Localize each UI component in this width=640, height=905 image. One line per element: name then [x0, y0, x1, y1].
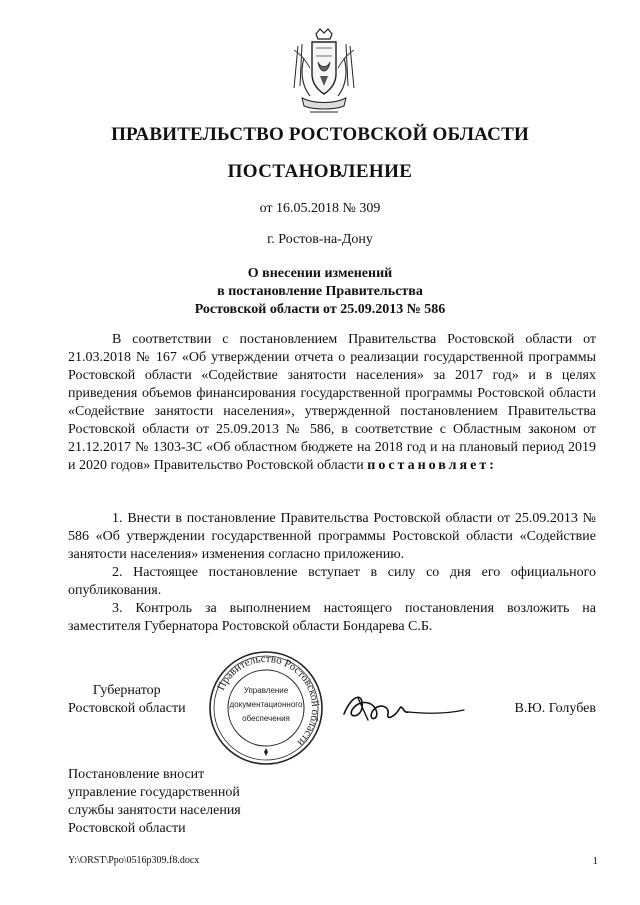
submitter-note-line: Ростовской области — [68, 821, 186, 836]
government-title: ПРАВИТЕЛЬСТВО РОСТОВСКОЙ ОБЛАСТИ — [111, 124, 529, 145]
document-date-number: от 16.05.2018 № 309 — [259, 201, 381, 216]
signatory-position-line: Ростовской области — [68, 701, 186, 716]
submitter-note-line: службы занятости населения — [68, 803, 241, 818]
file-path: Y:\ORST\Ppo\0516p309.f8.docx — [68, 855, 200, 866]
page-number: 1 — [592, 855, 598, 867]
signatory-position-line: Губернатор — [92, 683, 161, 698]
subject-line: в постановление Правительства — [217, 284, 423, 299]
seal-inner-text: Управление — [243, 686, 289, 695]
submitter-note-line: Постановление вносит — [68, 767, 205, 782]
seal-ring-text: Правительство Ростовской области — [215, 652, 322, 749]
preamble-paragraph — [68, 331, 596, 475]
subject-line: Ростовской области от 25.09.2013 № 586 — [194, 302, 446, 317]
handwritten-signature-icon — [338, 684, 468, 732]
seal-inner-text: обеспечения — [242, 714, 290, 723]
subject-line: О внесении изменений — [247, 266, 393, 281]
decree-points — [68, 510, 596, 636]
decree-point: 1. Внести в постановление Правительства Ростовской области от 25.09.2013 № 586 «Об утверждении государственной программы Ростовской области «Содействие занятости населения» изменения согласно приложению. — [68, 511, 596, 562]
submitter-note-line: управление государственной — [68, 785, 240, 800]
preamble-text: В соответствии с постановлением Правительства Ростовской области от 21.03.2018 № 167 «Об утверждении отчета о реализации государственной программы Ростовской области «Содействие занятости населения» за 2017 год» и в целях приведения объемов финансирования государственной программы Ростовской области «Содействие занятости населения», утвержденной постановлением Правительства Ростовской области от 25.09.2013 № 586, в соответствие с Областным законом от 21.12.2017 № 1303-ЗС «Об областном бюджете на 2018 год и на плановый период 2019 и 2020 годов» Правительство Ростовской области — [68, 332, 596, 473]
decree-point: 3. Контроль за выполнением настоящего постановления возложить на заместителя Губернатора Ростовской области Бондарева С.Б. — [68, 601, 596, 634]
coat-of-arms-icon — [290, 28, 358, 116]
decree-point: 2. Настоящее постановление вступает в силу со дня его официального опубликования. — [68, 565, 596, 598]
official-seal-icon — [198, 648, 334, 768]
document-city: г. Ростов-на-Дону — [267, 232, 373, 247]
decree-word: постановляет: — [367, 458, 497, 473]
document-subject — [0, 265, 640, 319]
signatory-position — [68, 682, 186, 718]
submitter-note — [68, 766, 241, 838]
signatory-name: В.Ю. Голубев — [514, 701, 596, 716]
document-type: ПОСТАНОВЛЕНИЕ — [227, 161, 413, 182]
seal-inner-text: документационного — [229, 700, 303, 709]
